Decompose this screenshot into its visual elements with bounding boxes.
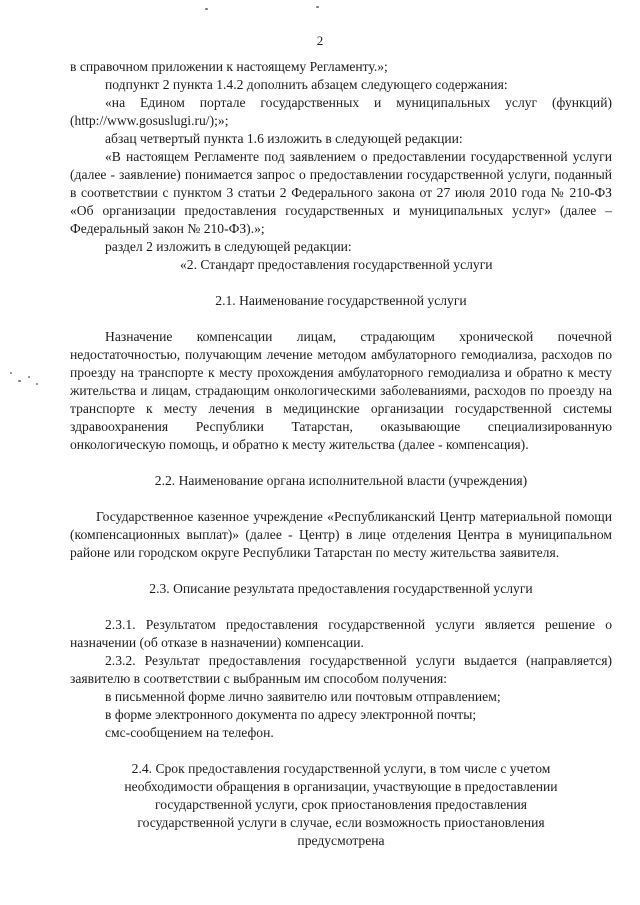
- section-2-2-text: Государственное казенное учреждение «Республиканский Центр материальной помощи (компенсационных выплат)» (далее - Центр) в лице отделения Центра в муниципальном районе или городском округе Республики Татарстан по месту жительства заявителя.: [70, 509, 612, 560]
- page-number: 2: [316, 33, 324, 48]
- amendment-line: раздел 2 изложить в следующей редакции:: [105, 239, 352, 254]
- section-2-2-heading: 2.2. Наименование органа исполнительной власти (учреждения): [154, 473, 528, 488]
- scan-speck: [10, 372, 12, 374]
- document-body: [70, 58, 612, 850]
- section-2-1-heading: 2.1. Наименование государственной услуги: [215, 293, 467, 308]
- scan-speck: [36, 383, 38, 385]
- amendment-line: «на Едином портале государственных и муниципальных услуг (функций) (http://www.gosuslugi.ru/);»;: [70, 95, 612, 128]
- amendment-line: «В настоящем Регламенте под заявлением о предоставлении государственной услуги (далее - заявление) понимается запрос о предоставлении государственной услуги, поданный в соответствии с пунктом 3 статьи 2 Федерального закона от 27 июля 2010 года № 210-ФЗ «Об организации предоставления государственных и муниципальных услуг» (далее – Федеральный закон № 210-ФЗ).»;: [70, 149, 612, 236]
- section-2-3-2-text: 2.3.2. Результат предоставления государственной услуги выдается (направляется) заявителю в соответствии с выбранным им способом получения:: [70, 653, 612, 686]
- amendment-line: абзац четвертый пункта 1.6 изложить в следующей редакции:: [105, 131, 463, 146]
- scan-speck: [18, 380, 21, 382]
- result-option: смс-сообщением на телефон.: [105, 725, 274, 740]
- scan-speck: [205, 8, 208, 10]
- result-option: в письменной форме лично заявителю или почтовым отправлением;: [105, 689, 501, 704]
- scan-speck: [28, 376, 30, 378]
- section-2-3-heading: 2.3. Описание результата предоставления государственной услуги: [149, 581, 533, 596]
- section-2-1-text: Назначение компенсации лицам, страдающим хронической почечной недостаточностью, получающим лечение методом амбулаторного гемодиализа, расходов по проезду на транспорте к месту прохождения амбулаторного гемодиализа и обратно к месту жительства и лицам, страдающим онкологическими заболеваниями, расходов по проезду на транспорте к месту лечения в медицинские организации государственной системы здравоохранения Республики Татарстан, оказывающие специализированную онкологическую помощь, и обратно к месту жительства (далее - компенсация).: [70, 329, 612, 452]
- section-2-3-1-text: 2.3.1. Результатом предоставления государственной услуги является решение о назначении (об отказе в назначении) компенсации.: [70, 617, 612, 650]
- amendment-line: в справочном приложении к настоящему Регламенту.»;: [70, 59, 388, 74]
- scan-speck: [316, 6, 319, 8]
- section-2-4-heading: 2.4. Срок предоставления государственной услуги, в том числе с учетом необходимости обращения в организации, участвующие в предоставлении государственной услуги, срок приостановления предоставления государственной услуги в случае, если возможность приостановления предусмотрена: [124, 761, 558, 848]
- section-title: «2. Стандарт предоставления государственной услуги: [180, 257, 493, 272]
- result-option: в форме электронного документа по адресу электронной почты;: [105, 707, 477, 722]
- amendment-line: подпункт 2 пункта 1.4.2 дополнить абзацем следующего содержания:: [105, 77, 508, 92]
